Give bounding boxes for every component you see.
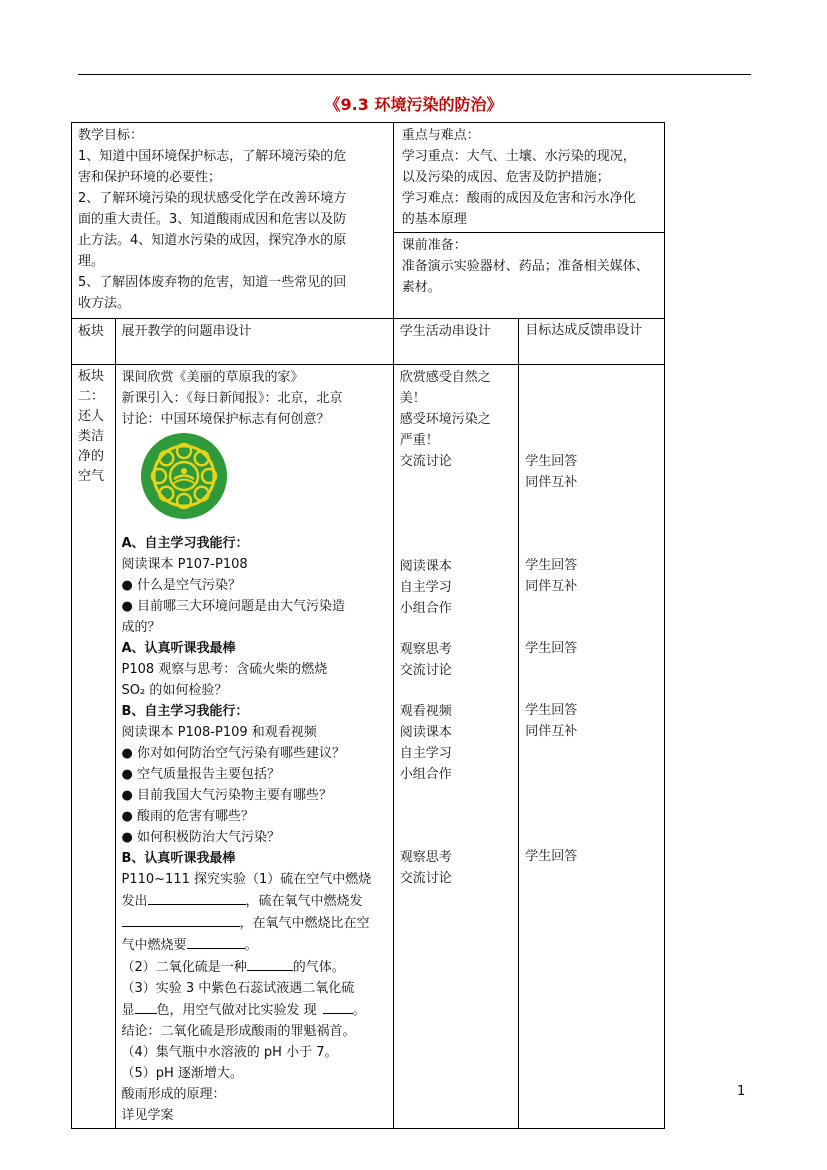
experiment-line: （4）集气瓶中水溶液的 pH 小于 7。	[121, 1045, 338, 1060]
prep-line: 准备演示实验器材、药品；准备相关媒体、	[401, 259, 649, 274]
feedback-cell	[519, 365, 665, 1129]
activity-line: 自主学习	[399, 746, 452, 761]
question-item: ● 目前我国大气污染物主要有哪些？	[122, 785, 387, 806]
objective-line: 止方法。4、知道水污染的成因，探究净水的原	[78, 233, 347, 248]
question-item: ● 什么是空气污染？	[122, 575, 387, 596]
section-a2-heading: A、认真听课我最棒	[121, 641, 236, 656]
fill-blank	[247, 956, 293, 971]
page-title: 《9.3 环境污染的防治》	[324, 95, 503, 114]
intro-line: 课间欣赏《美丽的草原我的家》	[121, 370, 304, 385]
fill-blank	[187, 934, 245, 949]
prep-cell	[393, 233, 664, 319]
objective-line: 5、了解固体废弃物的危害，知道一些常见的回	[78, 275, 347, 290]
question-item: ● 你对如何防治空气污染有哪些建议？	[122, 743, 387, 764]
intro-line: 讨论：中国环境保护标志有何创意？	[121, 412, 330, 427]
question-item: ● 酸雨的危害有哪些？	[122, 806, 387, 827]
column-header-section: 板块	[72, 319, 116, 365]
experiment-line	[122, 934, 387, 956]
experiment-text: 显	[121, 1003, 135, 1018]
observation-line: P108 观察与思考：含硫火柴的燃烧	[121, 662, 328, 677]
design-cell	[115, 365, 393, 1129]
feedback-line: 学生回答	[525, 641, 578, 656]
header-rule	[78, 74, 751, 75]
principle-line: 酸雨形成的原理：	[121, 1087, 226, 1102]
experiment-text: （2）二氧化硫是一种	[121, 960, 247, 975]
activity-line: 阅读课本	[399, 559, 452, 574]
key-point-line: 学习重点：大气、土壤、水污染的现况，	[401, 149, 636, 164]
objective-line: 1、知道中国环境保护标志，了解环境污染的危	[78, 149, 347, 164]
feedback-line: 学生回答	[525, 703, 578, 718]
key-point-line: 学习难点：酸雨的成因及危害和污水净化	[401, 191, 636, 206]
activity-line: 小组合作	[399, 601, 452, 616]
section-label: 净的	[78, 449, 105, 464]
activity-line: 交流讨论	[399, 454, 452, 469]
experiment-line	[122, 890, 387, 912]
section-b2-heading: B、认真听课我最棒	[121, 851, 236, 866]
key-point-line: 以及污染的成因、危害及防护措施；	[401, 170, 610, 185]
fill-blank	[323, 999, 353, 1014]
column-header-feedback-label: 目标达成反馈串设计	[525, 323, 643, 338]
feedback-line: 同伴互补	[525, 475, 578, 490]
prep-heading: 课前准备：	[401, 238, 467, 253]
activity-line: 自主学习	[399, 580, 452, 595]
see-handout-line: 详见学案	[121, 1108, 174, 1123]
feedback-line: 学生回答	[525, 558, 578, 573]
read-instruction: 阅读课本 P107-P108	[121, 557, 248, 572]
environment-logo	[122, 430, 387, 533]
experiment-line	[122, 999, 387, 1021]
feedback-line: 同伴互补	[525, 579, 578, 594]
activity-line: 严重！	[399, 433, 439, 448]
key-point-line: 的基本原理	[401, 212, 467, 227]
activity-line: 观察思考	[399, 642, 452, 657]
question-item-continued: 成的？	[121, 620, 161, 635]
experiment-text: 。	[244, 938, 258, 953]
experiment-line: （3）实验 3 中紫色石蕊试液遇二氧化硫	[121, 981, 355, 996]
objective-line: 面的重大责任。3、知道酸雨成因和危害以及防	[78, 212, 347, 227]
question-item: ● 如何积极防治大气污染？	[122, 827, 387, 848]
experiment-text: 的气体。	[292, 960, 345, 975]
key-points-heading: 重点与难点：	[401, 128, 480, 143]
activity-line: 美！	[399, 391, 426, 406]
column-header-activity: 学生活动串设计	[393, 319, 518, 365]
objective-line: 害和保护环境的必要性；	[78, 170, 222, 185]
objective-line: 收方法。	[78, 296, 131, 311]
question-item: ● 目前哪三大环境问题是由大气污染造	[122, 596, 387, 617]
read-instruction: 阅读课本 P108-P109 和观看视频	[121, 725, 317, 740]
section-label: 板块	[78, 369, 105, 384]
activity-line: 交流讨论	[399, 871, 452, 886]
observation-line: SO₂ 的如何检验？	[121, 683, 228, 698]
section-label: 还人	[78, 409, 105, 424]
experiment-line: P110~111 探究实验（1）硫在空气中燃烧	[121, 872, 372, 887]
fill-blank	[135, 999, 157, 1014]
experiment-line	[122, 956, 387, 978]
feedback-line: 学生回答	[525, 454, 578, 469]
section-b-heading: B、自主学习我能行：	[121, 704, 249, 719]
feedback-line: 同伴互补	[525, 724, 578, 739]
activity-line: 欣赏感受自然之	[399, 370, 491, 385]
fill-blank	[148, 890, 246, 905]
experiment-text: 气中燃烧要	[121, 938, 187, 953]
experiment-line	[122, 912, 387, 934]
china-environmental-label-icon	[140, 432, 228, 520]
section-cell	[72, 365, 116, 1129]
experiment-text: 。	[352, 1003, 366, 1018]
experiment-text: 色，用空气做对比实验发 现	[156, 1003, 317, 1018]
objectives-heading: 教学目标：	[78, 128, 144, 143]
lesson-table	[71, 122, 665, 1129]
experiment-text: ，在氧气中燃烧比在空	[239, 916, 370, 931]
activity-line: 观察思考	[399, 850, 452, 865]
column-header-design: 展开教学的问题串设计	[115, 319, 393, 365]
activity-line: 阅读课本	[399, 725, 452, 740]
key-points-cell	[393, 123, 664, 233]
prep-line: 素材。	[401, 280, 441, 295]
activity-line: 观看视频	[399, 704, 452, 719]
activity-line: 感受环境污染之	[399, 412, 491, 427]
section-a-heading: A、自主学习我能行：	[121, 536, 249, 551]
objectives-cell	[72, 123, 394, 319]
feedback-line: 学生回答	[525, 849, 578, 864]
intro-line: 新课引入：《每日新闻报》：北京，北京	[121, 391, 343, 406]
page-number: 1	[737, 1084, 746, 1099]
activity-line: 交流讨论	[399, 663, 452, 678]
section-label: 类洁	[78, 429, 105, 444]
experiment-text: ，硫在氧气中燃烧发	[245, 894, 363, 909]
activity-line: 小组合作	[399, 767, 452, 782]
activity-cell	[393, 365, 518, 1129]
section-label: 二：	[78, 389, 105, 404]
objective-line: 理。	[78, 254, 105, 269]
experiment-text: 发出	[121, 894, 148, 909]
section-label: 空气	[78, 469, 105, 484]
objective-line: 2、了解环境污染的现状感受化学在改善环境方	[78, 191, 347, 206]
conclusion-line: 结论：二氧化硫是形成酸雨的罪魁祸首。	[121, 1024, 356, 1039]
experiment-line: （5）pH 逐渐增大。	[121, 1066, 243, 1081]
question-item: ● 空气质量报告主要包括？	[122, 764, 387, 785]
column-header-feedback	[519, 319, 665, 365]
fill-blank	[122, 912, 240, 927]
